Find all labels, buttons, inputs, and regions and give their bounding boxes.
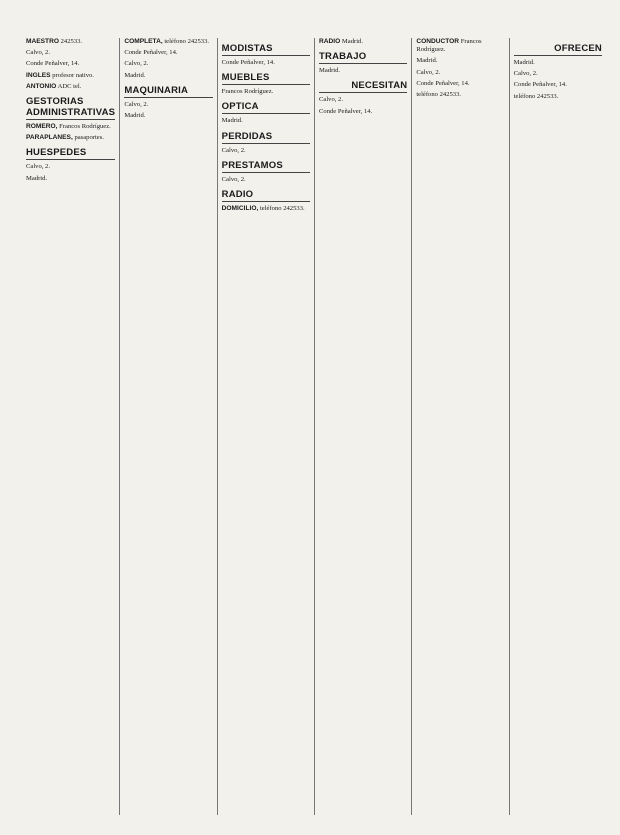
ad-text: Conde Peñalver, 14. bbox=[319, 107, 373, 115]
ad-keyword: ANTONIO bbox=[26, 82, 57, 90]
ad-text: Madrid. bbox=[416, 57, 438, 65]
ad-text: Calvo, 2. bbox=[513, 70, 538, 78]
ad-text: pasaportes. bbox=[74, 134, 104, 142]
classified-ad bbox=[319, 108, 407, 116]
ad-keyword: COMPLETA, bbox=[124, 38, 163, 45]
classified-ad bbox=[124, 38, 212, 46]
ad-text: Calvo, 2. bbox=[221, 175, 246, 183]
ad-text: Conde Peñalver, 14. bbox=[416, 79, 470, 87]
classified-ad bbox=[26, 163, 115, 171]
ad-text: Conde Peñalver, 14. bbox=[26, 60, 80, 68]
ad-text: Conde Peñalver, 14. bbox=[221, 59, 275, 66]
section-heading: MODISTAS bbox=[222, 43, 310, 56]
ad-keyword: INGLES bbox=[26, 71, 51, 79]
ad-text: profesor nativo. bbox=[52, 71, 94, 79]
classified-column bbox=[411, 38, 508, 815]
ad-text: Calvo, 2. bbox=[124, 60, 149, 68]
classified-ad bbox=[26, 72, 115, 80]
classified-ad bbox=[222, 147, 310, 155]
ad-text: ADC tel. bbox=[57, 82, 82, 90]
ad-keyword: ROMERO, bbox=[26, 123, 58, 131]
ad-text: Calvo, 2. bbox=[416, 68, 441, 76]
classified-ad bbox=[124, 49, 212, 57]
ad-text: teléfono 242533. bbox=[164, 38, 210, 45]
classified-ad bbox=[416, 91, 504, 99]
ad-text: Francos Rodríguez. bbox=[221, 88, 274, 96]
classified-column bbox=[217, 38, 314, 815]
ad-keyword: RADIO bbox=[319, 38, 341, 45]
classified-ad bbox=[514, 81, 602, 89]
ad-text: Calvo, 2. bbox=[26, 49, 50, 57]
classified-columns bbox=[22, 38, 606, 815]
ad-text: Madrid. bbox=[124, 71, 146, 79]
classified-column bbox=[509, 38, 606, 815]
ad-text: Calvo, 2. bbox=[319, 96, 343, 104]
classified-ad bbox=[222, 59, 310, 67]
classified-ad bbox=[416, 69, 504, 77]
ad-text: Madrid. bbox=[26, 174, 48, 182]
ad-text: teléfono 242533. bbox=[513, 92, 559, 100]
section-heading: PRESTAMOS bbox=[222, 160, 310, 173]
section-heading: MAQUINARIA bbox=[124, 85, 212, 98]
ad-text: Calvo, 2. bbox=[26, 163, 50, 171]
ad-text: Conde Peñalver, 14. bbox=[513, 81, 567, 89]
classified-ad bbox=[514, 70, 602, 78]
classified-ad bbox=[26, 134, 115, 142]
ad-text: teléfono 242533. bbox=[416, 91, 462, 99]
classified-ad bbox=[124, 112, 212, 120]
classified-column bbox=[22, 38, 119, 815]
classified-ad bbox=[124, 101, 212, 109]
ad-keyword: DOMICILIO, bbox=[221, 205, 259, 213]
section-heading: GESTORIAS ADMINISTRATIVAS bbox=[26, 96, 116, 119]
classified-ad bbox=[26, 38, 115, 46]
ad-text: Calvo, 2. bbox=[221, 146, 246, 154]
classified-ad bbox=[26, 175, 115, 183]
section-heading: NECESITAN bbox=[319, 80, 407, 93]
ad-text: Madrid. bbox=[513, 59, 535, 66]
ad-text: teléfono 242533. bbox=[259, 205, 305, 213]
classified-ad bbox=[222, 176, 310, 184]
classified-ad bbox=[319, 96, 407, 104]
classified-ad bbox=[319, 67, 407, 75]
classified-ad bbox=[222, 205, 310, 213]
classified-ad bbox=[26, 123, 115, 131]
classified-ad bbox=[222, 88, 310, 96]
section-heading: TRABAJO bbox=[319, 51, 407, 64]
section-heading: RADIO bbox=[222, 189, 310, 202]
ad-text: Madrid. bbox=[221, 117, 243, 125]
classified-ad bbox=[514, 93, 602, 101]
ad-keyword: MAESTRO bbox=[26, 38, 59, 45]
section-heading: OPTICA bbox=[222, 101, 310, 114]
classified-ad bbox=[124, 72, 212, 80]
ad-text: 242533. bbox=[60, 38, 83, 45]
ad-keyword: CONDUCTOR bbox=[416, 38, 460, 45]
ad-keyword: PARAPLANES, bbox=[26, 134, 73, 142]
classified-ad bbox=[514, 59, 602, 67]
classified-ad bbox=[26, 60, 115, 68]
classified-ad bbox=[26, 49, 115, 57]
classified-column bbox=[119, 38, 216, 815]
classified-ad bbox=[124, 60, 212, 68]
ad-text: Francos Rodríguez. bbox=[416, 38, 482, 54]
classified-ad bbox=[319, 38, 407, 46]
section-heading: OFRECEN bbox=[514, 43, 602, 56]
section-heading: HUESPEDES bbox=[26, 147, 115, 160]
classified-ad bbox=[416, 38, 504, 54]
classified-ad bbox=[416, 80, 504, 88]
classified-ad bbox=[416, 57, 504, 65]
section-heading: MUEBLES bbox=[222, 72, 310, 85]
ad-text: Madrid. bbox=[124, 112, 146, 120]
ad-text: Calvo, 2. bbox=[124, 100, 149, 108]
section-heading: PERDIDAS bbox=[222, 131, 310, 144]
classified-ad bbox=[222, 117, 310, 125]
ad-text: Francos Rodríguez. bbox=[59, 123, 111, 131]
ad-text: Madrid. bbox=[319, 67, 341, 75]
ad-text: Conde Peñalver, 14. bbox=[124, 49, 178, 57]
ad-text: Madrid. bbox=[341, 38, 363, 45]
classified-column bbox=[314, 38, 411, 815]
classified-ad bbox=[26, 83, 115, 91]
